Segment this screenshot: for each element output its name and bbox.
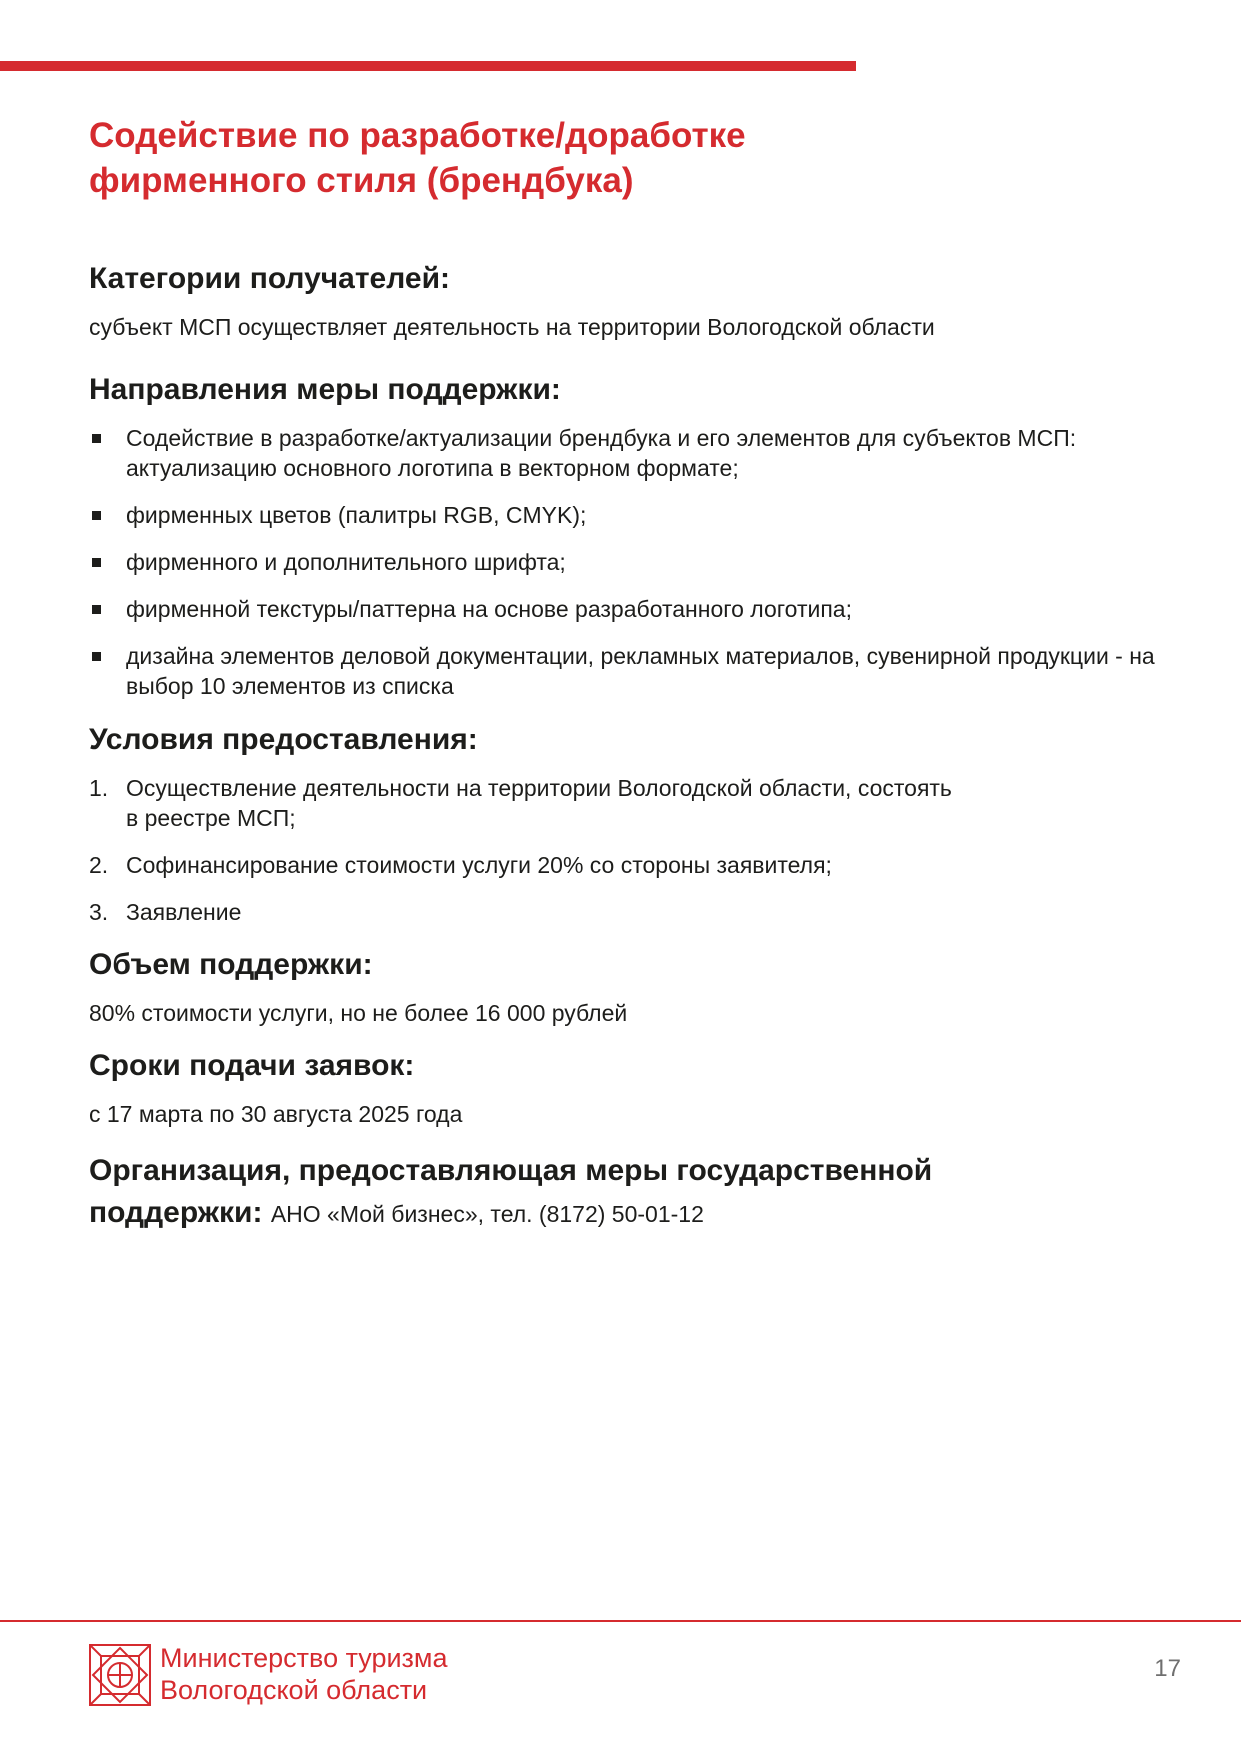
conditions-list xyxy=(89,773,1199,927)
list-item-text: фирменных цветов (палитры RGB, CMYK); xyxy=(126,502,587,528)
list-item-text: дизайна элементов деловой документации, рекламных материалов, сувенирной продукции - на выбор 10 элементов из списка xyxy=(126,643,1155,699)
square-bullet-icon xyxy=(92,558,101,567)
list-item-text-continued: в реестре МСП; xyxy=(126,805,296,831)
list-item xyxy=(89,850,1199,880)
list-item xyxy=(89,547,1199,577)
page-content xyxy=(89,113,1199,1235)
deadline-text: с 17 марта по 30 августа 2025 года xyxy=(89,1101,463,1127)
page-title xyxy=(89,113,1199,203)
square-bullet-icon xyxy=(92,511,101,520)
ministry-name-line1: Министерство туризма xyxy=(160,1643,448,1673)
directions-list xyxy=(89,423,1199,701)
organization-heading-cont: поддержки: xyxy=(89,1196,263,1229)
square-bullet-icon xyxy=(92,605,101,614)
deadline-section xyxy=(89,1047,1199,1129)
categories-text: субъект МСП осуществляет деятельность на территории Вологодской области xyxy=(89,314,935,340)
page-title-line1: Содействие по разработке/доработке xyxy=(89,116,746,155)
list-number: 3. xyxy=(89,899,109,925)
page-number: 17 xyxy=(1154,1655,1181,1682)
volume-section xyxy=(89,946,1199,1028)
square-bullet-icon xyxy=(92,652,101,661)
list-item-text: Заявление xyxy=(126,899,242,925)
deadline-heading: Сроки подачи заявок: xyxy=(89,1049,415,1082)
conditions-heading: Условия предоставления: xyxy=(89,723,478,756)
list-item xyxy=(89,773,1199,833)
footer-divider xyxy=(0,1620,1241,1622)
list-item-text: Софинансирование стоимости услуги 20% со стороны заявителя; xyxy=(126,852,832,878)
directions-heading: Направления меры поддержки: xyxy=(89,373,561,406)
list-item-text: Осуществление деятельности на территории Вологодской области, состоять xyxy=(126,775,952,801)
page-title-line2: фирменного стиля (брендбука) xyxy=(89,161,634,200)
list-item-text: Содействие в разработке/актуализации брендбука и его элементов для субъектов МСП: актуализацию основного логотипа в векторном формате; xyxy=(126,425,1077,481)
organization-section xyxy=(89,1150,1199,1235)
directions-section xyxy=(89,371,1199,701)
list-item xyxy=(89,500,1199,530)
organization-line2 xyxy=(89,1192,1199,1235)
categories-section xyxy=(89,260,1199,342)
ministry-logo-icon xyxy=(89,1644,151,1706)
list-item xyxy=(89,641,1199,701)
list-number: 2. xyxy=(89,852,109,878)
top-accent-bar xyxy=(0,61,856,71)
organization-contact: АНО «Мой бизнес», тел. (8172) 50-01-12 xyxy=(270,1201,704,1227)
list-item xyxy=(89,423,1199,483)
list-item-text: фирменной текстуры/паттерна на основе разработанного логотипа; xyxy=(126,596,852,622)
volume-heading: Объем поддержки: xyxy=(89,948,373,981)
list-item xyxy=(89,897,1199,927)
volume-text: 80% стоимости услуги, но не более 16 000 рублей xyxy=(89,1000,628,1026)
conditions-section xyxy=(89,721,1199,927)
list-item xyxy=(89,594,1199,624)
categories-heading: Категории получателей: xyxy=(89,262,451,295)
organization-heading: Организация, предоставляющая меры государственной xyxy=(89,1154,933,1187)
list-item-text: фирменного и дополнительного шрифта; xyxy=(126,549,566,575)
square-bullet-icon xyxy=(92,434,101,443)
ministry-name-line2: Вологодской области xyxy=(160,1675,428,1705)
footer-ministry-name xyxy=(160,1642,448,1706)
list-number: 1. xyxy=(89,775,109,801)
